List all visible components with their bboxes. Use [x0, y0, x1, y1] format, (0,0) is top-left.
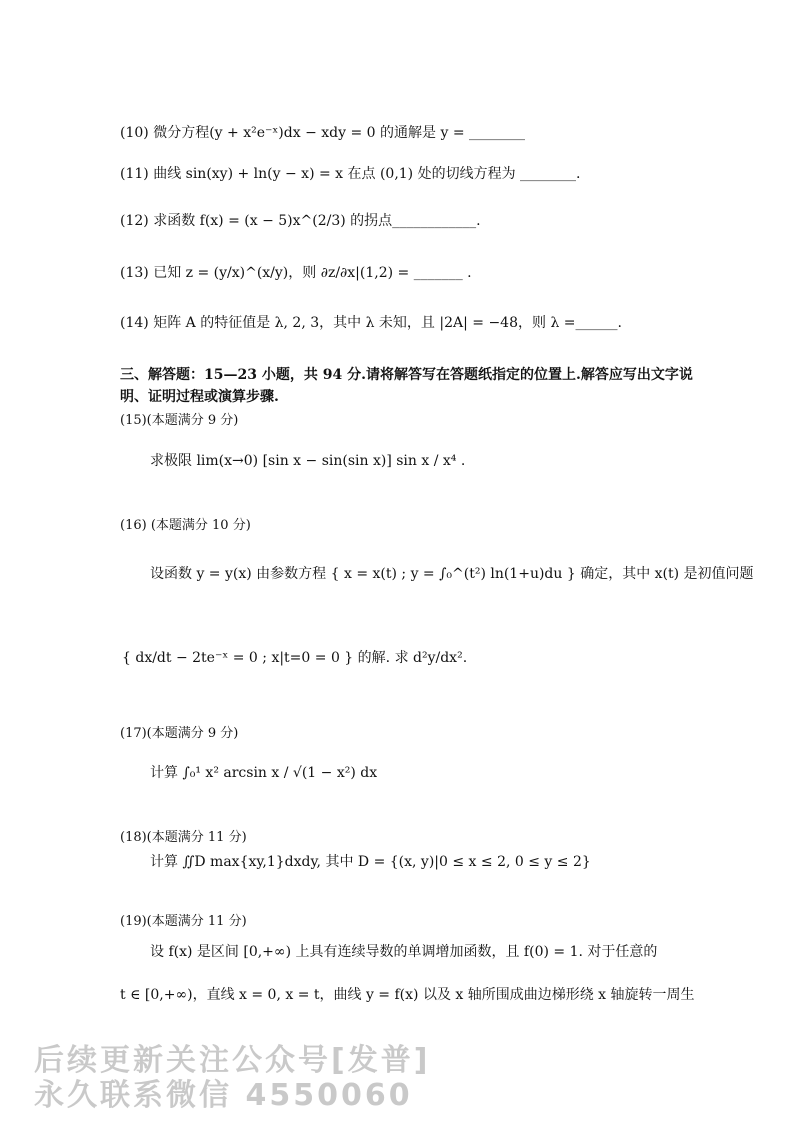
question-11: (11) 曲线 sin(xy) + ln(y − x) = x 在点 (0,1) 处的切线方程为 ________. [120, 166, 581, 182]
watermark-line2: 永久联系微信 4550060 [34, 1078, 413, 1113]
problem-18-label: (18)(本题满分 11 分) [120, 830, 247, 845]
problem-19-label: (19)(本题满分 11 分) [120, 914, 247, 929]
problem-16-body: 设函数 y = y(x) 由参数方程 { x = x(t) ; y = ∫₀^(t²) ln(1+u)du } 确定，其中 x(t) 是初值问题 [150, 566, 754, 582]
watermark-line1: 后续更新关注公众号[发普] [34, 1043, 431, 1078]
problem-15-body: 求极限 lim(x→0) [sin x − sin(sin x)] sin x / x⁴ . [150, 453, 466, 469]
problem-16-body2: { dx/dt − 2te⁻ˣ = 0 ; x|t=0 = 0 } 的解. 求 d²y/dx². [122, 650, 468, 666]
problem-17-label: (17)(本题满分 9 分) [120, 726, 239, 741]
question-12: (12) 求函数 f(x) = (x − 5)x^(2/3) 的拐点____________. [120, 213, 481, 229]
problem-19-body2: t ∈ [0,+∞)，直线 x = 0, x = t，曲线 y = f(x) 以及 x 轴所围成曲边梯形绕 x 轴旋转一周生 [120, 987, 695, 1003]
problem-18-body: 计算 ∬D max{xy,1}dxdy, 其中 D = {(x, y)|0 ≤ x ≤ 2, 0 ≤ y ≤ 2} [150, 854, 591, 870]
question-13: (13) 已知 z = (y/x)^(x/y)，则 ∂z/∂x|(1,2) = _______ . [120, 265, 472, 281]
question-10: (10) 微分方程(y + x²e⁻ˣ)dx − xdy = 0 的通解是 y = ________ [120, 125, 526, 141]
problem-15-label: (15)(本题满分 9 分) [120, 413, 239, 428]
section-heading-line1: 三、解答题：15—23 小题，共 94 分.请将解答写在答题纸指定的位置上.解答应写出文字说 [120, 367, 693, 383]
question-14: (14) 矩阵 A 的特征值是 λ, 2, 3，其中 λ 未知，且 |2A| = −48，则 λ =______. [120, 315, 622, 331]
problem-19-body1: 设 f(x) 是区间 [0,+∞) 上具有连续导数的单调增加函数，且 f(0) = 1. 对于任意的 [150, 944, 658, 960]
section-heading-line2: 明、证明过程或演算步骤. [120, 389, 279, 405]
problem-16-label: (16) (本题满分 10 分) [120, 518, 251, 533]
problem-17-body: 计算 ∫₀¹ x² arcsin x / √(1 − x²) dx [150, 765, 378, 781]
